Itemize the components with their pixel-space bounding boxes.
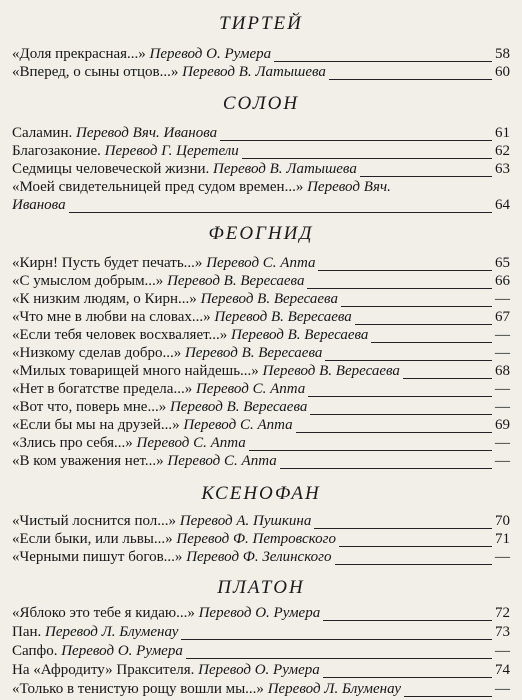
entry-translator: Перевод Ф. Петровского: [176, 531, 336, 547]
entry-title: «Если бы мы на друзей...»: [12, 417, 180, 433]
entry-page: 65: [492, 254, 510, 272]
entry-title: «Кирн! Пусть будет печать...»: [12, 255, 203, 271]
entry-translator: Перевод С. Апта: [206, 255, 316, 271]
entry-page: 72: [492, 604, 510, 622]
entry-translator: Перевод В. Латышева: [213, 161, 357, 177]
entry-translator: Иванова: [12, 197, 66, 213]
entry-page: —: [492, 642, 510, 660]
entry-page: —: [492, 434, 510, 452]
entry-title: «Черными пишут богов...»: [12, 549, 183, 565]
toc-entry: [12, 604, 510, 622]
entry-title: «Милых товарищей много найдешь...»: [12, 363, 259, 379]
toc-entry: [12, 512, 510, 530]
entry-page: 58: [492, 45, 510, 63]
toc-entry: [12, 344, 510, 362]
entry-page: —: [492, 548, 510, 566]
entry-title: «К низким людям, о Кирн...»: [12, 291, 197, 307]
toc-entry: [12, 530, 510, 548]
entry-title: «Если быки, или львы...»: [12, 531, 173, 547]
entry-title: Саламин.: [12, 125, 73, 141]
toc-entry: [12, 642, 510, 660]
entry-title: «В ком уважения нет...»: [12, 453, 164, 469]
entry-title: «Нет в богатстве предела...»: [12, 381, 193, 397]
entry-page: —: [492, 398, 510, 416]
entry-translator: Перевод Ф. Зелинского: [186, 549, 332, 565]
entry-page: 73: [492, 623, 510, 641]
toc-entry: [12, 45, 510, 63]
entry-translator: Перевод В. Вересаева: [167, 273, 305, 289]
entry-title: «Если тебя человек восхваляет...»: [12, 327, 228, 343]
entry-translator: Перевод В. Вересаева: [184, 345, 323, 361]
entry-page: 70: [492, 512, 510, 530]
toc-entry: [12, 362, 510, 380]
toc-entry: [12, 661, 510, 679]
entry-title: Седмицы человеческой жизни.: [12, 161, 210, 177]
entry-translator: Перевод В. Вересаева: [214, 309, 352, 325]
entry-translator: Перевод С. Апта: [183, 417, 293, 433]
entry-page: 67: [492, 308, 510, 326]
entry-page: 64: [492, 196, 510, 214]
entry-translator: Перевод Г. Церетели: [104, 143, 239, 159]
entry-title: Пан.: [12, 624, 42, 640]
entry-page: 60: [492, 63, 510, 81]
entry-title: «Чистый лоснится пол...»: [12, 513, 177, 529]
entry-title: На «Афродиту» Праксителя.: [12, 662, 195, 678]
entry-title: Сапфо.: [12, 643, 58, 659]
entry-translator: Перевод В. Вересаева: [262, 363, 400, 379]
toc-entry: [12, 452, 510, 470]
entry-translator: Перевод Л. Блуменау: [45, 624, 179, 640]
entry-translator: Перевод А. Пушкина: [179, 513, 312, 529]
entry-title: «Яблоко это тебе я кидаю...»: [12, 605, 195, 621]
toc-entry: [12, 308, 510, 326]
entry-title: «Низкому сделав добро...»: [12, 345, 182, 361]
entry-translator: Перевод О. Румера: [198, 662, 320, 678]
entry-page: 66: [492, 272, 510, 290]
toc-entry-continuation: [12, 196, 510, 214]
entry-title: Благозаконие.: [12, 143, 101, 159]
entry-translator: Перевод О. Румера: [61, 643, 183, 659]
entry-translator: Перевод В. Вересаева: [231, 327, 369, 343]
entry-page: 62: [492, 142, 510, 160]
entry-title: «Только в тенистую рощу вошли мы...»: [12, 681, 264, 697]
toc-entry: [12, 416, 510, 434]
entry-page: —: [492, 326, 510, 344]
toc-entry: [12, 548, 510, 566]
toc-entry: [12, 63, 510, 81]
entry-title: «Вперед, о сыны отцов...»: [12, 64, 179, 80]
entry-title: «Что мне в любви на словах...»: [12, 309, 211, 325]
entry-translator: Перевод Л. Блуменау: [267, 681, 402, 697]
toc-entry: [12, 254, 510, 272]
toc-entry: [12, 124, 510, 142]
entry-page: —: [492, 344, 510, 362]
entry-translator: Перевод В. Латышева: [182, 64, 326, 80]
section-title-plato: ПЛАТОН: [217, 577, 305, 598]
entry-page: —: [492, 680, 510, 698]
entry-page: —: [492, 380, 510, 398]
toc-entry: [12, 680, 510, 698]
toc-entry: [12, 434, 510, 452]
section-title-tyrtaeus: ТИРТЕЙ: [219, 13, 303, 34]
leader-rule: [12, 212, 510, 213]
entry-page: 63: [492, 160, 510, 178]
toc-entry: [12, 623, 510, 641]
entry-translator: Перевод В. Вересаева: [200, 291, 338, 307]
toc-entry: [12, 380, 510, 398]
entry-page: —: [492, 452, 510, 470]
section-title-solon: СОЛОН: [222, 93, 300, 114]
toc-entry: [12, 326, 510, 344]
entry-page: 61: [492, 124, 510, 142]
section-title-theognis: ФЕОГНИД: [208, 223, 314, 244]
entry-page: —: [492, 290, 510, 308]
entry-page: 69: [492, 416, 510, 434]
entry-translator: Перевод С. Апта: [136, 435, 246, 451]
toc-entry: [12, 160, 510, 178]
entry-translator: Перевод О. Румера: [198, 605, 321, 621]
entry-page: 74: [492, 661, 510, 679]
entry-translator: Перевод С. Апта: [167, 453, 277, 469]
entry-translator: Перевод Вяч. Иванова: [75, 125, 218, 141]
entry-title: «Моей свидетельницей пред судом времен...»: [12, 179, 304, 195]
section-title-xenophanes: КСЕНОФАН: [201, 483, 321, 504]
entry-translator: Перевод О. Румера: [149, 46, 272, 62]
entry-title: «Доля прекрасная...»: [12, 46, 146, 62]
entry-title: «Вот что, поверь мне...»: [12, 399, 167, 415]
entry-translator: Перевод С. Апта: [195, 381, 306, 397]
entry-title: «С умыслом добрым...»: [12, 273, 164, 289]
entry-page: 71: [492, 530, 510, 548]
entry-translator: Перевод Вяч.: [307, 179, 391, 195]
entry-title: «Злись про себя...»: [12, 435, 133, 451]
entry-page: 68: [492, 362, 510, 380]
toc-entry: [12, 290, 510, 308]
entry-translator: Перевод В. Вересаева: [169, 399, 308, 415]
toc-entry: [12, 398, 510, 416]
toc-entry: [12, 272, 510, 290]
toc-entry: [12, 178, 510, 196]
toc-entry: [12, 142, 510, 160]
